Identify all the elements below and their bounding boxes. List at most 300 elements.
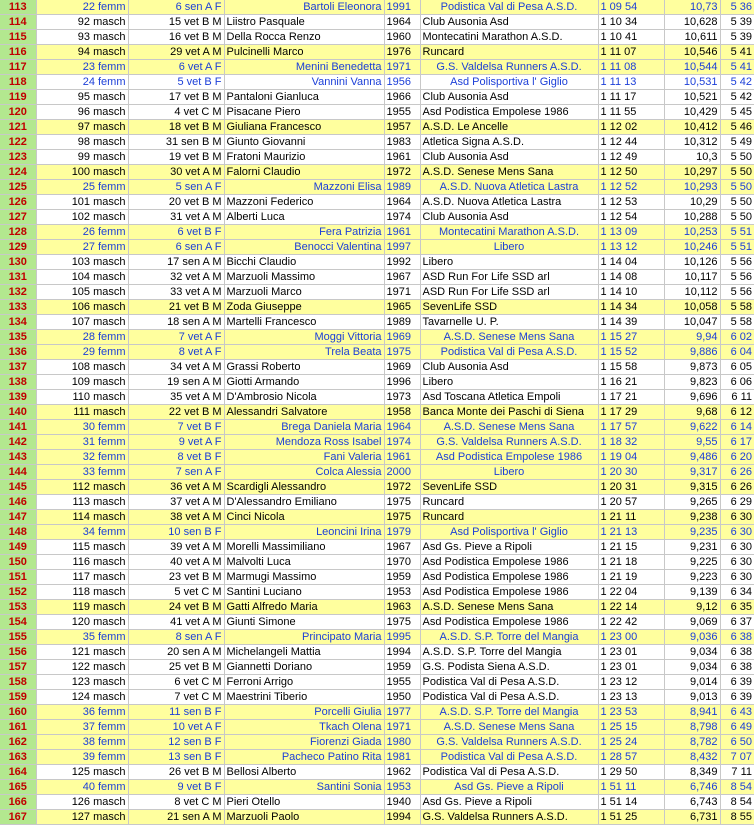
birth-year-cell: 1992: [384, 255, 420, 270]
athlete-name-cell: Zoda Giuseppe: [224, 300, 384, 315]
category-cell: 18 vet B M: [128, 120, 224, 135]
position-cell: 158: [0, 675, 36, 690]
speed-cell: 9,265: [664, 495, 720, 510]
position-cell: 140: [0, 405, 36, 420]
athlete-name-cell: Michelangeli Mattia: [224, 645, 384, 660]
speed-cell: 9,622: [664, 420, 720, 435]
gender-rank-cell: 97 masch: [36, 120, 128, 135]
club-cell: Asd Podistica Empolese 1986: [420, 585, 598, 600]
position-cell: 113: [0, 0, 36, 15]
gender-rank-cell: 108 masch: [36, 360, 128, 375]
birth-year-cell: 1962: [384, 765, 420, 780]
finish-time-cell: 1 12 49: [598, 150, 664, 165]
athlete-name-cell: Trela Beata: [224, 345, 384, 360]
category-cell: 5 sen A F: [128, 180, 224, 195]
speed-cell: 10,117: [664, 270, 720, 285]
speed-cell: 10,047: [664, 315, 720, 330]
speed-cell: 10,412: [664, 120, 720, 135]
club-cell: Runcard: [420, 510, 598, 525]
athlete-name-cell: Tkach Olena: [224, 720, 384, 735]
athlete-name-cell: Alberti Luca: [224, 210, 384, 225]
gender-rank-cell: 105 masch: [36, 285, 128, 300]
position-cell: 119: [0, 90, 36, 105]
finish-time-cell: 1 21 15: [598, 540, 664, 555]
pace-cell: 5 56: [720, 285, 754, 300]
club-cell: G.S. Valdelsa Runners A.S.D.: [420, 735, 598, 750]
birth-year-cell: 1979: [384, 525, 420, 540]
gender-rank-cell: 94 masch: [36, 45, 128, 60]
gender-rank-cell: 109 masch: [36, 375, 128, 390]
category-cell: 41 vet A M: [128, 615, 224, 630]
gender-rank-cell: 115 masch: [36, 540, 128, 555]
speed-cell: 10,531: [664, 75, 720, 90]
pace-cell: 5 39: [720, 15, 754, 30]
athlete-name-cell: Colca Alessia: [224, 465, 384, 480]
position-cell: 132: [0, 285, 36, 300]
birth-year-cell: 1974: [384, 210, 420, 225]
speed-cell: 10,611: [664, 30, 720, 45]
athlete-name-cell: Giunto Giovanni: [224, 135, 384, 150]
category-cell: 21 vet B M: [128, 300, 224, 315]
category-cell: 19 vet B M: [128, 150, 224, 165]
finish-time-cell: 1 14 08: [598, 270, 664, 285]
finish-time-cell: 1 12 44: [598, 135, 664, 150]
pace-cell: 8 54: [720, 795, 754, 810]
gender-rank-cell: 98 masch: [36, 135, 128, 150]
table-row: [0, 60, 754, 75]
finish-time-cell: 1 25 15: [598, 720, 664, 735]
pace-cell: 6 06: [720, 375, 754, 390]
athlete-name-cell: Gatti Alfredo Maria: [224, 600, 384, 615]
position-cell: 150: [0, 555, 36, 570]
table-row: [0, 165, 754, 180]
athlete-name-cell: Giuliana Francesco: [224, 120, 384, 135]
position-cell: 143: [0, 450, 36, 465]
speed-cell: 6,746: [664, 780, 720, 795]
category-cell: 31 sen B M: [128, 135, 224, 150]
table-row: [0, 225, 754, 240]
athlete-name-cell: Martelli Francesco: [224, 315, 384, 330]
birth-year-cell: 1957: [384, 120, 420, 135]
speed-cell: 9,68: [664, 405, 720, 420]
finish-time-cell: 1 15 27: [598, 330, 664, 345]
category-cell: 7 vet C M: [128, 690, 224, 705]
gender-rank-cell: 31 femm: [36, 435, 128, 450]
table-row: [0, 210, 754, 225]
table-row: [0, 255, 754, 270]
pace-cell: 5 42: [720, 75, 754, 90]
pace-cell: 6 04: [720, 345, 754, 360]
finish-time-cell: 1 11 55: [598, 105, 664, 120]
finish-time-cell: 1 20 30: [598, 465, 664, 480]
gender-rank-cell: 23 femm: [36, 60, 128, 75]
speed-cell: 10,293: [664, 180, 720, 195]
finish-time-cell: 1 28 57: [598, 750, 664, 765]
category-cell: 5 vet C M: [128, 585, 224, 600]
speed-cell: 10,112: [664, 285, 720, 300]
category-cell: 18 sen A M: [128, 315, 224, 330]
athlete-name-cell: Giotti Armando: [224, 375, 384, 390]
birth-year-cell: 1960: [384, 30, 420, 45]
birth-year-cell: 1972: [384, 165, 420, 180]
speed-cell: 9,94: [664, 330, 720, 345]
pace-cell: 6 35: [720, 600, 754, 615]
club-cell: A.S.D. S.P. Torre del Mangia: [420, 645, 598, 660]
finish-time-cell: 1 15 52: [598, 345, 664, 360]
position-cell: 138: [0, 375, 36, 390]
gender-rank-cell: 117 masch: [36, 570, 128, 585]
position-cell: 148: [0, 525, 36, 540]
category-cell: 34 vet A M: [128, 360, 224, 375]
club-cell: Asd Polisportiva l' Giglio: [420, 525, 598, 540]
athlete-name-cell: Pieri Otello: [224, 795, 384, 810]
athlete-name-cell: Menini Benedetta: [224, 60, 384, 75]
athlete-name-cell: Santini Luciano: [224, 585, 384, 600]
finish-time-cell: 1 51 11: [598, 780, 664, 795]
table-row: [0, 270, 754, 285]
position-cell: 159: [0, 690, 36, 705]
category-cell: 9 vet A F: [128, 435, 224, 450]
club-cell: Club Ausonia Asd: [420, 360, 598, 375]
gender-rank-cell: 27 femm: [36, 240, 128, 255]
finish-time-cell: 1 22 14: [598, 600, 664, 615]
pace-cell: 6 26: [720, 465, 754, 480]
club-cell: Runcard: [420, 495, 598, 510]
pace-cell: 6 26: [720, 480, 754, 495]
pace-cell: 5 46: [720, 120, 754, 135]
pace-cell: 6 20: [720, 450, 754, 465]
birth-year-cell: 1975: [384, 510, 420, 525]
gender-rank-cell: 24 femm: [36, 75, 128, 90]
category-cell: 6 sen A F: [128, 0, 224, 15]
speed-cell: 10,73: [664, 0, 720, 15]
table-row: [0, 555, 754, 570]
gender-rank-cell: 122 masch: [36, 660, 128, 675]
category-cell: 10 sen B F: [128, 525, 224, 540]
birth-year-cell: 1967: [384, 270, 420, 285]
pace-cell: 6 11: [720, 390, 754, 405]
athlete-name-cell: Morelli Massimiliano: [224, 540, 384, 555]
club-cell: ASD Run For Life SSD arl: [420, 285, 598, 300]
pace-cell: 5 58: [720, 300, 754, 315]
category-cell: 7 vet A F: [128, 330, 224, 345]
table-row: [0, 135, 754, 150]
table-row: [0, 285, 754, 300]
speed-cell: 8,941: [664, 705, 720, 720]
speed-cell: 9,223: [664, 570, 720, 585]
finish-time-cell: 1 11 08: [598, 60, 664, 75]
club-cell: Podistica Val di Pesa A.S.D.: [420, 750, 598, 765]
category-cell: 20 vet B M: [128, 195, 224, 210]
gender-rank-cell: 124 masch: [36, 690, 128, 705]
gender-rank-cell: 116 masch: [36, 555, 128, 570]
pace-cell: 6 38: [720, 645, 754, 660]
table-row: [0, 435, 754, 450]
athlete-name-cell: Malvolti Luca: [224, 555, 384, 570]
gender-rank-cell: 28 femm: [36, 330, 128, 345]
speed-cell: 9,231: [664, 540, 720, 555]
position-cell: 136: [0, 345, 36, 360]
athlete-name-cell: Liistro Pasquale: [224, 15, 384, 30]
category-cell: 4 vet C M: [128, 105, 224, 120]
finish-time-cell: 1 20 57: [598, 495, 664, 510]
category-cell: 39 vet A M: [128, 540, 224, 555]
category-cell: 24 vet B M: [128, 600, 224, 615]
speed-cell: 10,3: [664, 150, 720, 165]
table-row: [0, 300, 754, 315]
gender-rank-cell: 113 masch: [36, 495, 128, 510]
athlete-name-cell: Brega Daniela Maria: [224, 420, 384, 435]
club-cell: Podistica Val di Pesa A.S.D.: [420, 765, 598, 780]
gender-rank-cell: 127 masch: [36, 810, 128, 825]
club-cell: A.S.D. Nuova Atletica Lastra: [420, 180, 598, 195]
category-cell: 7 vet B F: [128, 420, 224, 435]
table-row: [0, 765, 754, 780]
speed-cell: 10,312: [664, 135, 720, 150]
gender-rank-cell: 104 masch: [36, 270, 128, 285]
athlete-name-cell: Della Rocca Renzo: [224, 30, 384, 45]
finish-time-cell: 1 23 53: [598, 705, 664, 720]
finish-time-cell: 1 15 58: [598, 360, 664, 375]
speed-cell: 10,546: [664, 45, 720, 60]
pace-cell: 5 41: [720, 45, 754, 60]
birth-year-cell: 1967: [384, 540, 420, 555]
club-cell: Asd Podistica Empolese 1986: [420, 450, 598, 465]
athlete-name-cell: Mazzoni Federico: [224, 195, 384, 210]
table-row: [0, 570, 754, 585]
table-row: [0, 390, 754, 405]
athlete-name-cell: Giunti Simone: [224, 615, 384, 630]
position-cell: 145: [0, 480, 36, 495]
table-row: [0, 780, 754, 795]
finish-time-cell: 1 23 12: [598, 675, 664, 690]
athlete-name-cell: Ferroni Arrigo: [224, 675, 384, 690]
birth-year-cell: 1981: [384, 750, 420, 765]
speed-cell: 6,743: [664, 795, 720, 810]
finish-time-cell: 1 10 34: [598, 15, 664, 30]
speed-cell: 9,013: [664, 690, 720, 705]
finish-time-cell: 1 14 04: [598, 255, 664, 270]
category-cell: 37 vet A M: [128, 495, 224, 510]
birth-year-cell: 2000: [384, 465, 420, 480]
table-row: [0, 195, 754, 210]
table-row: [0, 45, 754, 60]
finish-time-cell: 1 17 57: [598, 420, 664, 435]
finish-time-cell: 1 14 34: [598, 300, 664, 315]
position-cell: 151: [0, 570, 36, 585]
club-cell: A.S.D. Senese Mens Sana: [420, 600, 598, 615]
table-row: [0, 450, 754, 465]
gender-rank-cell: 112 masch: [36, 480, 128, 495]
position-cell: 128: [0, 225, 36, 240]
club-cell: Montecatini Marathon A.S.D.: [420, 30, 598, 45]
athlete-name-cell: Principato Maria: [224, 630, 384, 645]
position-cell: 155: [0, 630, 36, 645]
birth-year-cell: 1975: [384, 345, 420, 360]
finish-time-cell: 1 17 29: [598, 405, 664, 420]
position-cell: 144: [0, 465, 36, 480]
speed-cell: 9,034: [664, 645, 720, 660]
pace-cell: 6 49: [720, 720, 754, 735]
category-cell: 6 sen A F: [128, 240, 224, 255]
pace-cell: 6 02: [720, 330, 754, 345]
birth-year-cell: 1971: [384, 60, 420, 75]
table-row: [0, 705, 754, 720]
athlete-name-cell: Benocci Valentina: [224, 240, 384, 255]
position-cell: 116: [0, 45, 36, 60]
pace-cell: 5 51: [720, 240, 754, 255]
position-cell: 154: [0, 615, 36, 630]
finish-time-cell: 1 19 04: [598, 450, 664, 465]
club-cell: G.S. Valdelsa Runners A.S.D.: [420, 435, 598, 450]
birth-year-cell: 1991: [384, 0, 420, 15]
position-cell: 157: [0, 660, 36, 675]
finish-time-cell: 1 14 10: [598, 285, 664, 300]
finish-time-cell: 1 21 11: [598, 510, 664, 525]
table-row: [0, 345, 754, 360]
gender-rank-cell: 121 masch: [36, 645, 128, 660]
table-row: [0, 585, 754, 600]
pace-cell: 5 50: [720, 180, 754, 195]
pace-cell: 5 36: [720, 0, 754, 15]
speed-cell: 10,297: [664, 165, 720, 180]
category-cell: 10 vet A F: [128, 720, 224, 735]
pace-cell: 6 30: [720, 525, 754, 540]
birth-year-cell: 1975: [384, 615, 420, 630]
athlete-name-cell: Mazzoni Elisa: [224, 180, 384, 195]
pace-cell: 6 38: [720, 660, 754, 675]
table-row: [0, 420, 754, 435]
birth-year-cell: 1953: [384, 585, 420, 600]
finish-time-cell: 1 09 54: [598, 0, 664, 15]
table-row: [0, 405, 754, 420]
birth-year-cell: 1964: [384, 15, 420, 30]
birth-year-cell: 1995: [384, 630, 420, 645]
category-cell: 11 sen B F: [128, 705, 224, 720]
category-cell: 6 vet C M: [128, 675, 224, 690]
athlete-name-cell: Vannini Vanna: [224, 75, 384, 90]
birth-year-cell: 1965: [384, 300, 420, 315]
birth-year-cell: 1997: [384, 240, 420, 255]
athlete-name-cell: Marzuoli Paolo: [224, 810, 384, 825]
athlete-name-cell: Bartoli Eleonora: [224, 0, 384, 15]
position-cell: 130: [0, 255, 36, 270]
finish-time-cell: 1 51 25: [598, 810, 664, 825]
pace-cell: 8 55: [720, 810, 754, 825]
birth-year-cell: 1989: [384, 315, 420, 330]
category-cell: 23 vet B M: [128, 570, 224, 585]
pace-cell: 5 42: [720, 90, 754, 105]
speed-cell: 9,886: [664, 345, 720, 360]
table-row: [0, 540, 754, 555]
category-cell: 9 vet B F: [128, 780, 224, 795]
athlete-name-cell: Alessandri Salvatore: [224, 405, 384, 420]
pace-cell: 5 50: [720, 165, 754, 180]
gender-rank-cell: 38 femm: [36, 735, 128, 750]
category-cell: 29 vet A M: [128, 45, 224, 60]
club-cell: Atletica Signa A.S.D.: [420, 135, 598, 150]
club-cell: SevenLife SSD: [420, 480, 598, 495]
category-cell: 8 vet B F: [128, 450, 224, 465]
finish-time-cell: 1 21 19: [598, 570, 664, 585]
category-cell: 7 sen A F: [128, 465, 224, 480]
pace-cell: 6 37: [720, 615, 754, 630]
category-cell: 35 vet A M: [128, 390, 224, 405]
speed-cell: 9,069: [664, 615, 720, 630]
birth-year-cell: 1983: [384, 135, 420, 150]
gender-rank-cell: 123 masch: [36, 675, 128, 690]
table-row: [0, 465, 754, 480]
position-cell: 149: [0, 540, 36, 555]
speed-cell: 9,55: [664, 435, 720, 450]
pace-cell: 5 58: [720, 315, 754, 330]
club-cell: Montecatini Marathon A.S.D.: [420, 225, 598, 240]
speed-cell: 10,429: [664, 105, 720, 120]
gender-rank-cell: 36 femm: [36, 705, 128, 720]
birth-year-cell: 1940: [384, 795, 420, 810]
gender-rank-cell: 111 masch: [36, 405, 128, 420]
table-row: [0, 480, 754, 495]
athlete-name-cell: D'Ambrosio Nicola: [224, 390, 384, 405]
table-row: [0, 525, 754, 540]
pace-cell: 6 30: [720, 555, 754, 570]
finish-time-cell: 1 23 00: [598, 630, 664, 645]
finish-time-cell: 1 12 02: [598, 120, 664, 135]
category-cell: 13 sen B F: [128, 750, 224, 765]
category-cell: 16 vet B M: [128, 30, 224, 45]
gender-rank-cell: 125 masch: [36, 765, 128, 780]
category-cell: 6 vet B F: [128, 225, 224, 240]
speed-cell: 9,238: [664, 510, 720, 525]
club-cell: G.S. Valdelsa Runners A.S.D.: [420, 60, 598, 75]
athlete-name-cell: Fratoni Maurizio: [224, 150, 384, 165]
category-cell: 31 vet A M: [128, 210, 224, 225]
table-row: [0, 315, 754, 330]
finish-time-cell: 1 18 32: [598, 435, 664, 450]
gender-rank-cell: 39 femm: [36, 750, 128, 765]
speed-cell: 9,139: [664, 585, 720, 600]
athlete-name-cell: Grassi Roberto: [224, 360, 384, 375]
position-cell: 125: [0, 180, 36, 195]
finish-time-cell: 1 12 50: [598, 165, 664, 180]
finish-time-cell: 1 11 17: [598, 90, 664, 105]
table-row: [0, 630, 754, 645]
athlete-name-cell: Fani Valeria: [224, 450, 384, 465]
table-row: [0, 795, 754, 810]
speed-cell: 10,628: [664, 15, 720, 30]
finish-time-cell: 1 12 52: [598, 180, 664, 195]
birth-year-cell: 1956: [384, 75, 420, 90]
pace-cell: 5 49: [720, 135, 754, 150]
position-cell: 161: [0, 720, 36, 735]
speed-cell: 9,014: [664, 675, 720, 690]
athlete-name-cell: Porcelli Giulia: [224, 705, 384, 720]
finish-time-cell: 1 29 50: [598, 765, 664, 780]
club-cell: Podistica Val di Pesa A.S.D.: [420, 345, 598, 360]
pace-cell: 6 34: [720, 585, 754, 600]
speed-cell: 10,544: [664, 60, 720, 75]
gender-rank-cell: 103 masch: [36, 255, 128, 270]
category-cell: 5 vet B F: [128, 75, 224, 90]
position-cell: 139: [0, 390, 36, 405]
club-cell: Runcard: [420, 45, 598, 60]
speed-cell: 9,317: [664, 465, 720, 480]
gender-rank-cell: 96 masch: [36, 105, 128, 120]
speed-cell: 9,12: [664, 600, 720, 615]
speed-cell: 8,782: [664, 735, 720, 750]
table-row: [0, 735, 754, 750]
gender-rank-cell: 119 masch: [36, 600, 128, 615]
